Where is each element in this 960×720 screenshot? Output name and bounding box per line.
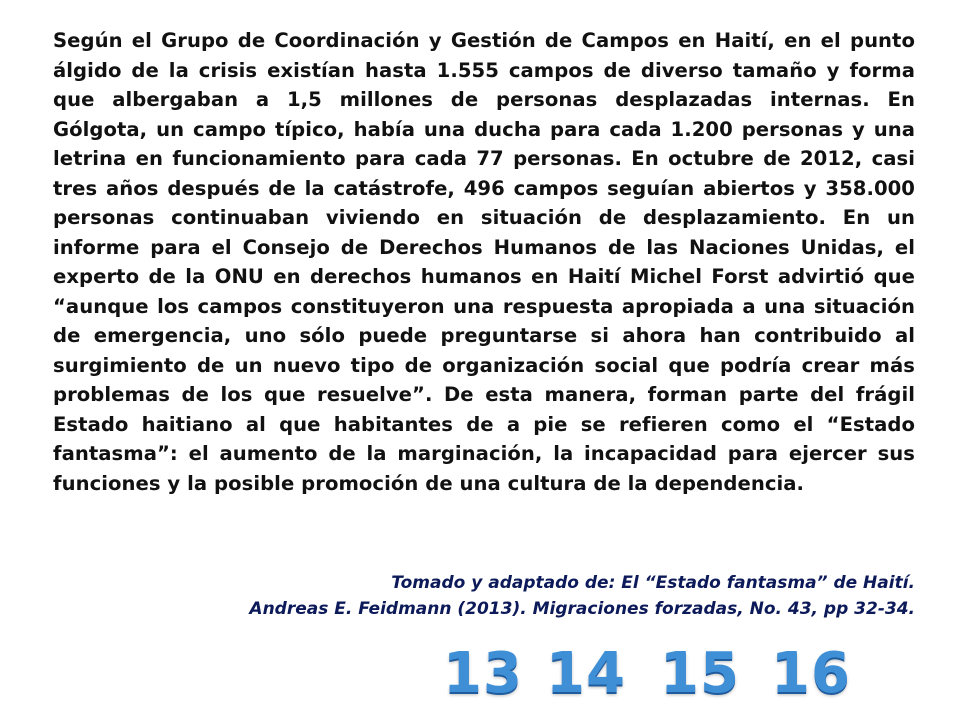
citation-reference: Andreas E. Feidmann (2013). Migraciones forzadas, No. 43, pp 32-34. (249, 599, 915, 619)
question-number-13[interactable]: 13 (443, 641, 523, 706)
citation-block (155, 570, 915, 622)
citation-source: Tomado y adaptado de: El “Estado fantasma” de Haití. (391, 573, 915, 593)
question-number-15[interactable]: 15 (660, 641, 740, 706)
question-number-16[interactable]: 16 (771, 641, 851, 706)
reading-paragraph: Según el Grupo de Coordinación y Gestión de Campos en Haití, en el punto álgido de la crisis existían hasta 1.555 campos de diverso tamaño y forma que albergaban a 1,5 millones de personas desplazadas internas. En Gólgota, un campo típico, había una ducha para cada 1.200 personas y una letrina en funcionamiento para cada 77 personas. En octubre de 2012, casi tres años después de la catástrofe, 496 campos seguían abiertos y 358.000 personas continuaban viviendo en situación de desplazamiento. En un informe para el Consejo de Derechos Humanos de las Naciones Unidas, el experto de la ONU en derechos humanos en Haití Michel Forst advirtió que “aunque los campos constituyeron una respuesta apropiada a una situación de emergencia, uno sólo puede preguntarse si ahora han contribuido al surgimiento de un nuevo tipo de organización social que podría crear más problemas de los que resuelve”. De esta manera, forman parte del frágil Estado haitiano al que habitantes de a pie se refieren como el “Estado fantasma”: el aumento de la marginación, la incapacidad para ejercer sus funciones y la posible promoción de una cultura de la dependencia. (53, 29, 915, 495)
question-number-nav (0, 642, 960, 712)
question-number-14[interactable]: 14 (546, 641, 626, 706)
